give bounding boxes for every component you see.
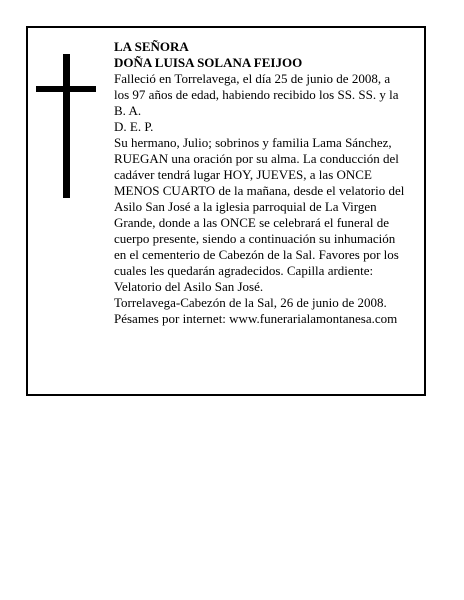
notice-line: cadáver tendrá lugar HOY, JUEVES, a las ONCE: [114, 167, 372, 182]
condolences-website: Pésames por internet: www.funerarialamontanesa.com: [114, 311, 398, 326]
cross-vertical-bar: [63, 54, 70, 198]
notice-line: Falleció en Torrelavega, el día 25 de junio de 2008, a: [114, 71, 391, 86]
notice-line: MENOS CUARTO de la mañana, desde el velatorio del: [114, 183, 405, 198]
notice-line: cuerpo presente, siendo a continuación su inhumación: [114, 231, 396, 246]
cross-horizontal-bar: [36, 86, 96, 92]
notice-line: B. A.: [114, 103, 142, 118]
notice-heading: LA SEÑORA: [114, 39, 189, 54]
notice-line: en el cementerio de Cabezón de la Sal. Favores por los: [114, 247, 399, 262]
notice-line: RUEGAN una oración por su alma. La conducción del: [114, 151, 399, 166]
notice-line: Asilo San José a la iglesia parroquial de La Virgen: [114, 199, 377, 214]
notice-line: D. E. P.: [114, 119, 154, 134]
notice-line: Grande, donde a las ONCE se celebrará el funeral de: [114, 215, 390, 230]
deceased-name: DOÑA LUISA SOLANA FEIJOO: [114, 55, 303, 70]
cross-icon: [36, 54, 96, 198]
notice-line: Torrelavega-Cabezón de la Sal, 26 de junio de 2008.: [114, 295, 387, 310]
notice-line: cuales les quedarán agradecidos. Capilla ardiente:: [114, 263, 374, 278]
obituary-text: [114, 39, 426, 327]
notice-line: Su hermano, Julio; sobrinos y familia Lama Sánchez,: [114, 135, 392, 150]
notice-line: los 97 años de edad, habiendo recibido los SS. SS. y la: [114, 87, 399, 102]
notice-line: Velatorio del Asilo San José.: [114, 279, 264, 294]
